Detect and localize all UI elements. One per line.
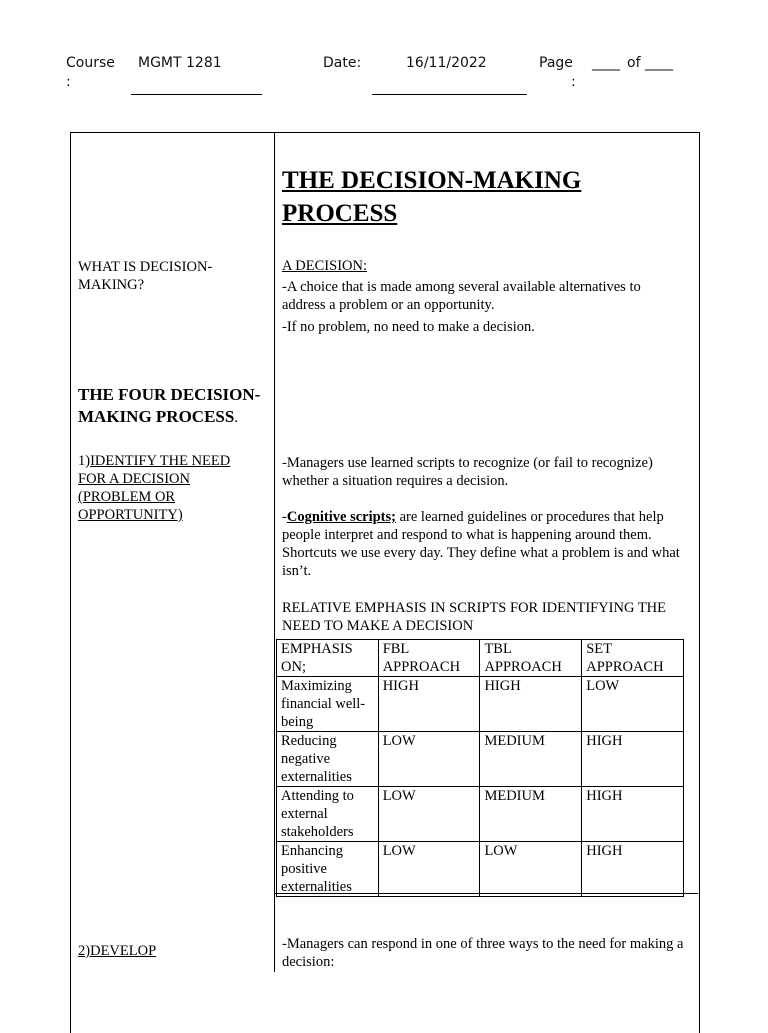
scripts-use-note: -Managers use learned scripts to recognize (or fail to recognize) whether a situation requires a decision. xyxy=(282,455,653,489)
page-total-blank[interactable]: ____ xyxy=(645,55,673,71)
section-heading-period: . xyxy=(234,409,238,426)
table-row xyxy=(277,732,684,787)
table-header-cell: FBL APPROACH xyxy=(378,640,480,677)
of-label: of xyxy=(627,55,641,71)
cognitive-scripts-term: Cognitive scripts; xyxy=(286,509,396,525)
date-label: Date: xyxy=(323,55,362,71)
table-header-cell: SET APPROACH xyxy=(582,640,684,677)
date-value[interactable]: 16/11/2022 xyxy=(406,55,487,71)
table-cell: HIGH xyxy=(480,677,582,732)
table-cell: Attending to external stakeholders xyxy=(277,787,379,842)
table-row xyxy=(277,677,684,732)
decision-definition: -A choice that is made among several available alternatives to address a problem or an opportunity. xyxy=(282,279,641,313)
step-2-number: 2) xyxy=(78,943,91,959)
course-label: Course xyxy=(66,55,115,71)
decision-label: A DECISION: xyxy=(282,258,367,274)
table-cell: LOW xyxy=(378,787,480,842)
table-header-cell: EMPHASIS ON; xyxy=(277,640,379,677)
table-cell: LOW xyxy=(378,842,480,897)
table-cell: MEDIUM xyxy=(480,787,582,842)
table-cell: Reducing negative externalities xyxy=(277,732,379,787)
course-value[interactable]: MGMT 1281 xyxy=(138,55,222,71)
step-1-text: IDENTIFY THE NEED FOR A DECISION (PROBLEM OR OPPORTUNITY) xyxy=(78,453,231,523)
section-heading-text: THE FOUR DECISION-MAKING PROCESS xyxy=(78,385,261,426)
page-title: THE DECISION-MAKING PROCESS xyxy=(282,167,582,227)
table-cell: Enhancing positive externalities xyxy=(277,842,379,897)
table-cell: LOW xyxy=(582,677,684,732)
table-header-row xyxy=(277,640,684,677)
table-cell: LOW xyxy=(480,842,582,897)
respond-ways-note: -Managers can respond in one of three ways to the need for making a decision: xyxy=(282,936,684,970)
date-underline xyxy=(372,94,527,95)
table-row xyxy=(277,842,684,897)
table-row xyxy=(277,787,684,842)
table-cell: Maximizing financial well-being xyxy=(277,677,379,732)
page-label: Page xyxy=(539,55,573,71)
page-number-blank[interactable]: ____ xyxy=(592,55,620,71)
cognitive-scripts-text: are learned guidelines or procedures that help people interpret and respond to what is happening around them. Shortcuts we use every day. They define what a problem is and what isn’t. xyxy=(282,509,680,579)
cognitive-scripts-definition: -Cognitive scripts; are learned guidelines or procedures that help people interpret and respond to what is happening around them. Shortcuts we use every day. They define what a problem is and what isn’t. xyxy=(282,509,680,579)
course-label-colon: : xyxy=(66,74,71,90)
no-problem-note: -If no problem, no need to make a decision. xyxy=(282,319,535,335)
page-label-colon: : xyxy=(571,74,576,90)
table-header-cell: TBL APPROACH xyxy=(480,640,582,677)
table-cell: LOW xyxy=(378,732,480,787)
table-caption: RELATIVE EMPHASIS IN SCRIPTS FOR IDENTIFYING THE NEED TO MAKE A DECISION xyxy=(282,600,667,634)
step-1-number: 1) xyxy=(78,453,91,469)
step-1 xyxy=(78,452,258,524)
course-underline xyxy=(131,94,262,95)
section-heading xyxy=(78,384,268,429)
step-2-text: DEVELOP xyxy=(90,943,157,959)
question-what-is-decision-making: WHAT IS DECISION-MAKING? xyxy=(78,259,213,293)
table-cell: HIGH xyxy=(582,787,684,842)
column-divider xyxy=(274,132,275,972)
emphasis-table xyxy=(276,639,684,897)
table-cell: HIGH xyxy=(582,842,684,897)
step-2 xyxy=(78,942,258,960)
table-cell: HIGH xyxy=(582,732,684,787)
table-cell: MEDIUM xyxy=(480,732,582,787)
table-cell: HIGH xyxy=(378,677,480,732)
